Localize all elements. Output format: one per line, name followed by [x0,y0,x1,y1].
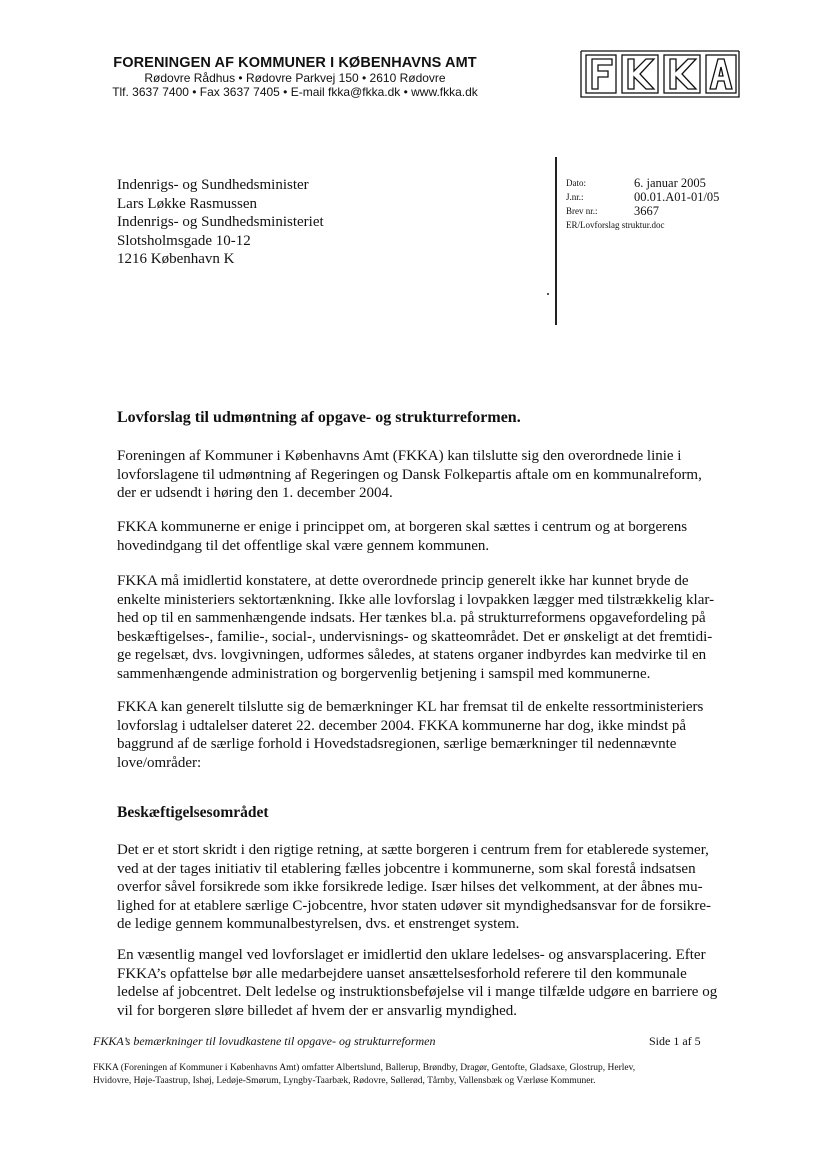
page-number: Side 1 af 5 [649,1034,701,1048]
paragraph-line: love/områder: [117,754,202,771]
paragraph-line: ledelse af jobcentret. Delt ledelse og instruktionsbeføjelse vil i mange tilfælde udgøre en barriere og [117,984,718,1000]
paragraph-line: baggrund af de særlige forhold i Hovedstadsregionen, særlige bemærkninger til nedennævnte [117,736,677,752]
paragraph-line: der er udsendt i høring den 1. december 2004. [117,485,393,501]
paragraph-line: Foreningen af Kommuner i Københavns Amt (FKKA) kan tilslutte sig den overordnede linie i [117,448,682,464]
paragraph-line: ge regelsæt, dvs. lovgivningen, udformes således, at statens organer indbyrdes kan medvirke til en [117,647,707,663]
paragraph-line: FKKA må imidlertid konstatere, at dette overordnede princip generelt ikke har kunnet bryde de [117,573,689,589]
organization-name: FORENINGEN AF KOMMUNER I KØBENHAVNS AMT [113,55,477,71]
section-paragraph [117,841,742,934]
paragraph-line: lovforslag i udtalelser dateret 22. december 2004. FKKA kommunerne har dog, ikke mindst på [117,717,687,734]
paragraph-line: FKKA kan generelt tilslutte sig de bemærkninger KL har fremsat til de enkelte ressortministeriers [117,699,704,715]
member-municipalities [93,1062,733,1088]
paragraph-line: lovforslagene til udmøntning af Regeringen og Dansk Folkepartis aftale om en kommunalreform, [117,466,702,483]
paragraph-line: Det er et stort skridt i den rigtige retning, at sætte borgeren i centrum frem for etablerede systemer, [117,842,709,858]
paragraph-line: hed op til en sammenhængende indsats. Her tænkes bl.a. på strukturreformens opgavefordeling på [117,610,706,626]
jnr-value: 00.01.A01-01/05 [634,190,720,204]
recipient-line: Indenrigs- og Sundhedsminister [117,177,309,193]
recipient-address [117,176,324,269]
paragraph-line: vil for borgeren sløre billedet af hvem der er ansvarlig myndighed. [117,1002,518,1019]
paragraph-line: sammenhængende administration og borgervenlig betjening i samspil med kommunerne. [117,665,651,682]
letter-subject: Lovforslag til udmøntning af opgave- og strukturreformen. [117,409,521,426]
footer-title: FKKA’s bemærkninger til lovudkastene til opgave- og strukturreformen [93,1034,436,1048]
body-paragraph [117,518,742,555]
paragraph-line: hovedindgang til det offentlige skal være gennem kommunen. [117,537,490,554]
jnr-label: J.nr.: [566,192,584,202]
brev-label: Brev nr.: [566,206,598,216]
letter-metadata [566,176,719,232]
date-value: 6. januar 2005 [634,176,706,190]
organization-contact: Tlf. 3637 7400 • Fax 3637 7405 • E-mail fkka@fkka.dk • www.fkka.dk [112,85,478,99]
fkka-logo [580,47,740,101]
footer-line: Hvidovre, Høje-Taastrup, Ishøj, Ledøje-Smørum, Lyngby-Taarbæk, Rødovre, Søllerød, Tårnby, Vallensbæk og Værløse Kommuner. [93,1076,596,1086]
date-label: Dato: [566,178,586,188]
section-paragraph [117,946,742,1020]
recipient-line: Slotsholmsgade 10-12 [117,232,251,249]
organization-address: Rødovre Rådhus • Rødovre Parkvej 150 • 2610 Rødovre [144,71,446,85]
recipient-line: Lars Løkke Rasmussen [117,195,257,212]
paragraph-line: enkelte ministeriers sektortænkning. Ikke alle lovforslag i lovpakken lægger med tilstrækkelig klar- [117,591,715,608]
brev-value: 3667 [634,204,659,218]
paragraph-line: En væsentlig mangel ved lovforslaget er imidlertid den uklare ledelses- og ansvarsplacering. Efter [117,947,706,963]
footer-line: FKKA (Foreningen af Kommuner i Københavns Amt) omfatter Albertslund, Ballerup, Brøndby, Dragør, Gentofte, Gladsaxe, Glostrup, Herlev, [93,1063,636,1073]
file-reference: ER/Lovforslag struktur.doc [566,220,665,230]
body-paragraph [117,698,742,772]
paragraph-line: lighed for at etablere særlige C-jobcentre, hvor staten udøver sit myndighedsansvar for de forsikre- [117,897,711,914]
divider-line [555,157,557,325]
paragraph-line: ved at der tages initiativ til etablering fælles jobcentre i kommunerne, som skal forestå indsatsen [117,860,696,877]
paragraph-line: beskæftigelses-, familie-, social-, undervisnings- og skatteområdet. Det er ønskeligt at det fremtidi- [117,628,713,645]
paragraph-line: FKKA’s opfattelse bør alle medarbejdere uanset ansættelsesforhold referere til den kommunale [117,965,687,982]
paragraph-line: de ledige gennem kommunalbestyrelsen, dvs. et enstrenget system. [117,916,520,932]
recipient-line: 1216 København K [117,251,235,267]
paragraph-line: overfor såvel forsikrede som ikke forsikrede ledige. Især hilses det velkomment, at der åbnes mu- [117,879,703,895]
body-paragraph [117,572,742,683]
recipient-line: Indenrigs- og Sundhedsministeriet [117,214,324,230]
section-heading: Beskæftigelsesområdet [117,804,269,821]
paragraph-line: FKKA kommunerne er enige i princippet om, at borgeren skal sættes i centrum og at borgerens [117,519,688,535]
body-paragraph [117,447,742,503]
divider-dot [547,293,549,295]
